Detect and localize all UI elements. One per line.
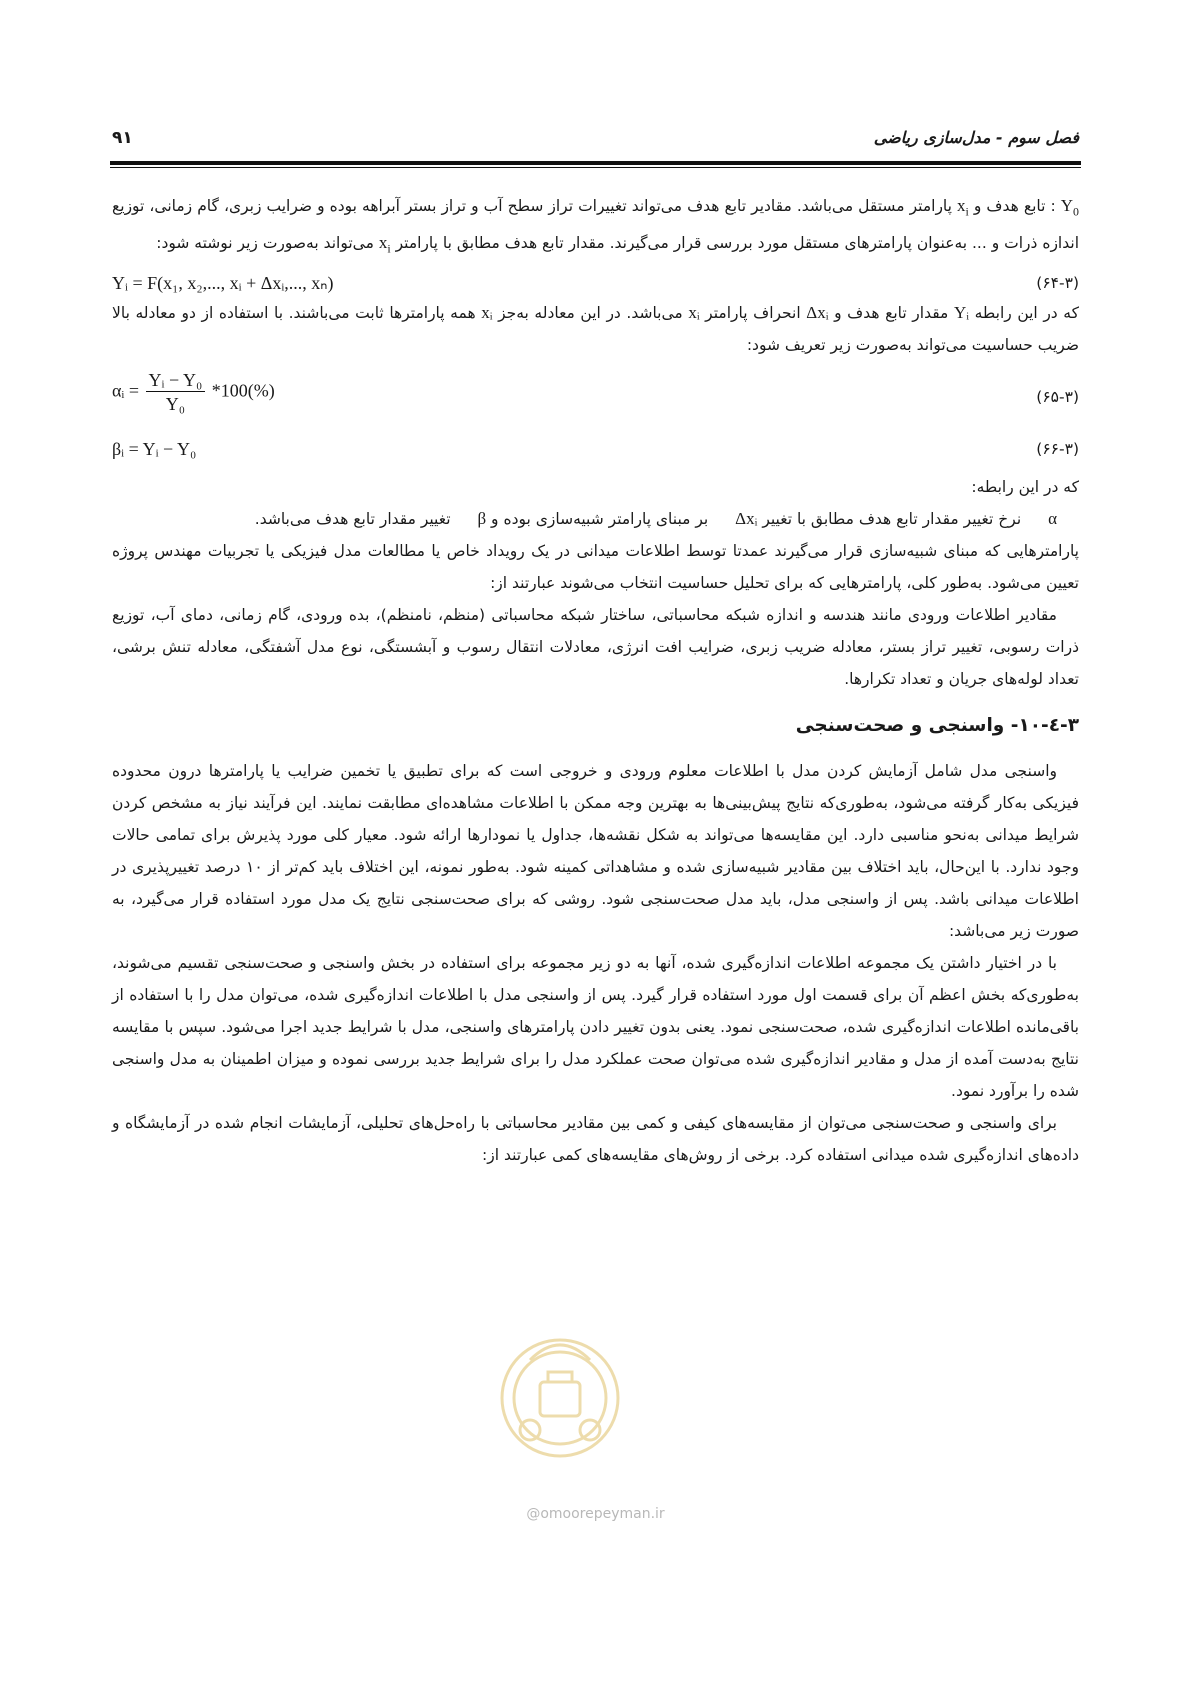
text-run: می‌تواند به‌صورت زیر نوشته شود:: [156, 234, 379, 253]
equation-number: (۶۴-۳): [1036, 273, 1079, 292]
text-run: که در این رابطه: [969, 303, 1079, 322]
paragraph-comparison-methods: برای واسنجی و صحت‌سنجی می‌توان از مقایسه‌های کیفی و کمی بین مقادیر محاسباتی با راه‌حل‌های تحلیلی، آزمایشات انجام شده در آزمایشگاه و داده‌های اندازه‌گیری شده میدانی استفاده کرد. برخی از روش‌های مقایسه‌های کمی عبارتند از:: [112, 1113, 1079, 1164]
text-run: پارامتر مستقل می‌باشد. مقادیر تابع هدف می‌تواند تغییرات تراز سطح آب و تراز بستر آبراهه بوده و ضرایب زبری، گام زمانی، توزیع اندازه ذرات و ... به‌عنوان پارامترهای مستقل مورد بررسی قرار می‌گیرند. مقدار تابع هدف مطابق با پارامتر: [112, 197, 1079, 253]
paragraph-where: که در این رابطه:: [971, 477, 1079, 496]
symbol-xi: $x_i$: [957, 196, 969, 219]
symbol-xi: xᵢ: [481, 302, 493, 322]
equation-formula: [112, 369, 275, 416]
equation-number: (۶۶-۳): [1036, 439, 1079, 458]
equation-formula: βᵢ = Yᵢ − Y₀: [112, 438, 197, 459]
section-heading: ۳-٤-۱۰- واسنجی و صحت‌سنجی: [795, 714, 1079, 736]
symbol-delta-xi: Δxᵢ: [735, 508, 758, 528]
symbol-y0: $Y_0$: [1060, 196, 1079, 219]
paragraph-deviation: [112, 297, 1079, 361]
chapter-title: فصل سوم - مدل‌سازی ریاضی: [873, 128, 1079, 147]
text-run: بر مبنای پارامتر شبیه‌سازی بوده و: [486, 509, 714, 528]
symbol-delta-xi: Δxᵢ: [806, 302, 829, 322]
paragraph-calibration: واسنجی مدل شامل آزمایش کردن مدل با اطلاعات معلوم ورودی و خروجی است که برای تطبیق یا تخمین ضرایب یا پارامترها درون محدوده فیزیکی به‌کار گرفته می‌شود، به‌طوری‌که نتایج پیش‌بینی‌ها به بهترین وجه ممکن با اطلاعات مشاهده‌ای مطابقت نمایند. این فرآیند نیاز به مشخص کردن شرایط میدانی به‌نحو مناسبی دارد. این مقایسه‌ها می‌تواند به شکل نقشه‌ها، جداول یا نمودارها ارائه شود. معیار کلی مورد پذیرش برای تمامی حالات وجود ندارد. با این‌حال، باید اختلاف بین مقادیر شبیه‌سازی شده و مشاهداتی کمینه شود. به‌طور نمونه، این اختلاف باید کم‌تر از ۱۰ درصد تغییرپذیری در اطلاعات میدانی باشد. پس از واسنجی مدل، باید مدل صحت‌سنجی شود. روشی که برای صحت‌سنجی نتایج یک مدل مورد استفاده قرار می‌گیرد، به صورت زیر می‌باشد:: [112, 761, 1080, 940]
paragraph-simulation-parameters: پارامترهایی که مبنای شبیه‌سازی قرار می‌گیرند عمدتا توسط اطلاعات میدانی در یک رویداد خاص یا مطالعات مدل فیزیکی یا تجربیات مهندس پروژه تعیین می‌شود. به‌طور کلی، پارامترهایی که برای تحلیل حساسیت انتخاب می‌شوند عبارتند از:: [112, 541, 1079, 592]
text-run: : تابع هدف و: [968, 197, 1061, 215]
equation-lhs: αᵢ =: [112, 380, 140, 401]
header-rule-thin: [110, 167, 1081, 168]
paragraph-validation-procedure: با در اختیار داشتن یک مجموعه اطلاعات اندازه‌گیری شده، آنها به دو زیر مجموعه برای استفاده در بخش واسنجی و صحت‌سنجی تقسیم می‌شوند، به‌طوری‌که بخش اعظم آن برای قسمت اول مورد استفاده قرار گیرد. پس از واسنجی مدل با اطلاعات اندازه‌گیری شده، می‌توان مدل را با استفاده از باقی‌مانده اطلاعات اندازه‌گیری شده، صحت‌سنجی نمود. یعنی بدون تغییر دادن پارامترهای واسنجی، مدل با شرایط جدید اجرا می‌شود. سپس با مقایسه نتایج به‌دست آمده از مدل و مقادیر اندازه‌گیری شده می‌توان صحت عملکرد مدل را برای شرایط جدید بررسی نموده و میزان اطمینان به مدل واسنجی شده را برآورد نمود.: [112, 953, 1079, 1100]
paragraph-objective-function: [112, 190, 1079, 265]
equation-66: [112, 431, 1079, 471]
equation-65: [112, 361, 1079, 425]
header-rule-thick: [110, 161, 1081, 165]
text-run: تغییر مقدار تابع هدف می‌باشد.: [254, 509, 456, 528]
paragraph-input-data: مقادیر اطلاعات ورودی مانند هندسه و اندازه شبکه محاسباتی، ساختار شبکه محاسباتی (منظم، نامنظم)، بده ورودی، گام زمانی، دمای آب، توزیع ذرات رسوبی، تغییر تراز بستر، معادله ضریب زبری، ضرایب افت انرژی، معادلات انتقال رسوب و آبشستگی، نوع مدل آشفتگی، معادله تنش برشی، تعداد لوله‌های جریان و تعداد تکرارها.: [112, 605, 1079, 688]
symbol-xi: $x_i$: [378, 233, 391, 256]
body-text: [112, 190, 1079, 1171]
page-number: ۹۱: [112, 128, 133, 148]
fraction: [146, 369, 206, 416]
text-run: همه پارامترها ثابت می‌باشند. با استفاده از دو معادله بالا ضریب حساسیت می‌تواند به‌صورت زیر تعریف شود:: [112, 303, 1079, 354]
text-run: مقدار تابع هدف و: [828, 303, 954, 322]
text-run: می‌باشد. در این معادله به‌جز: [492, 303, 689, 322]
footer-website: @omoorepeyman.ir: [526, 1506, 665, 1522]
text-run: انحراف پارامتر: [699, 303, 807, 322]
equation-formula: Yᵢ = F(x₁, x₂,..., xᵢ + Δxᵢ,..., xₙ): [112, 272, 334, 293]
symbol-xi: xᵢ: [688, 302, 700, 322]
symbol-beta: β: [477, 508, 487, 528]
equation-64: [112, 265, 1079, 297]
fraction-numerator: Yᵢ − Y₀: [146, 369, 206, 392]
text-run: نرخ تغییر مقدار تابع هدف مطابق با تغییر: [757, 509, 1027, 528]
equation-number: (۶۵-۳): [1036, 387, 1079, 406]
paragraph-alpha-beta: [112, 503, 1079, 535]
fraction-denominator: Y₀: [165, 393, 186, 414]
symbol-alpha: α: [1048, 508, 1057, 528]
equation-rhs: *100(%): [211, 380, 275, 401]
watermark-seal-icon: [470, 1320, 650, 1470]
symbol-yi: Yᵢ: [953, 302, 970, 322]
